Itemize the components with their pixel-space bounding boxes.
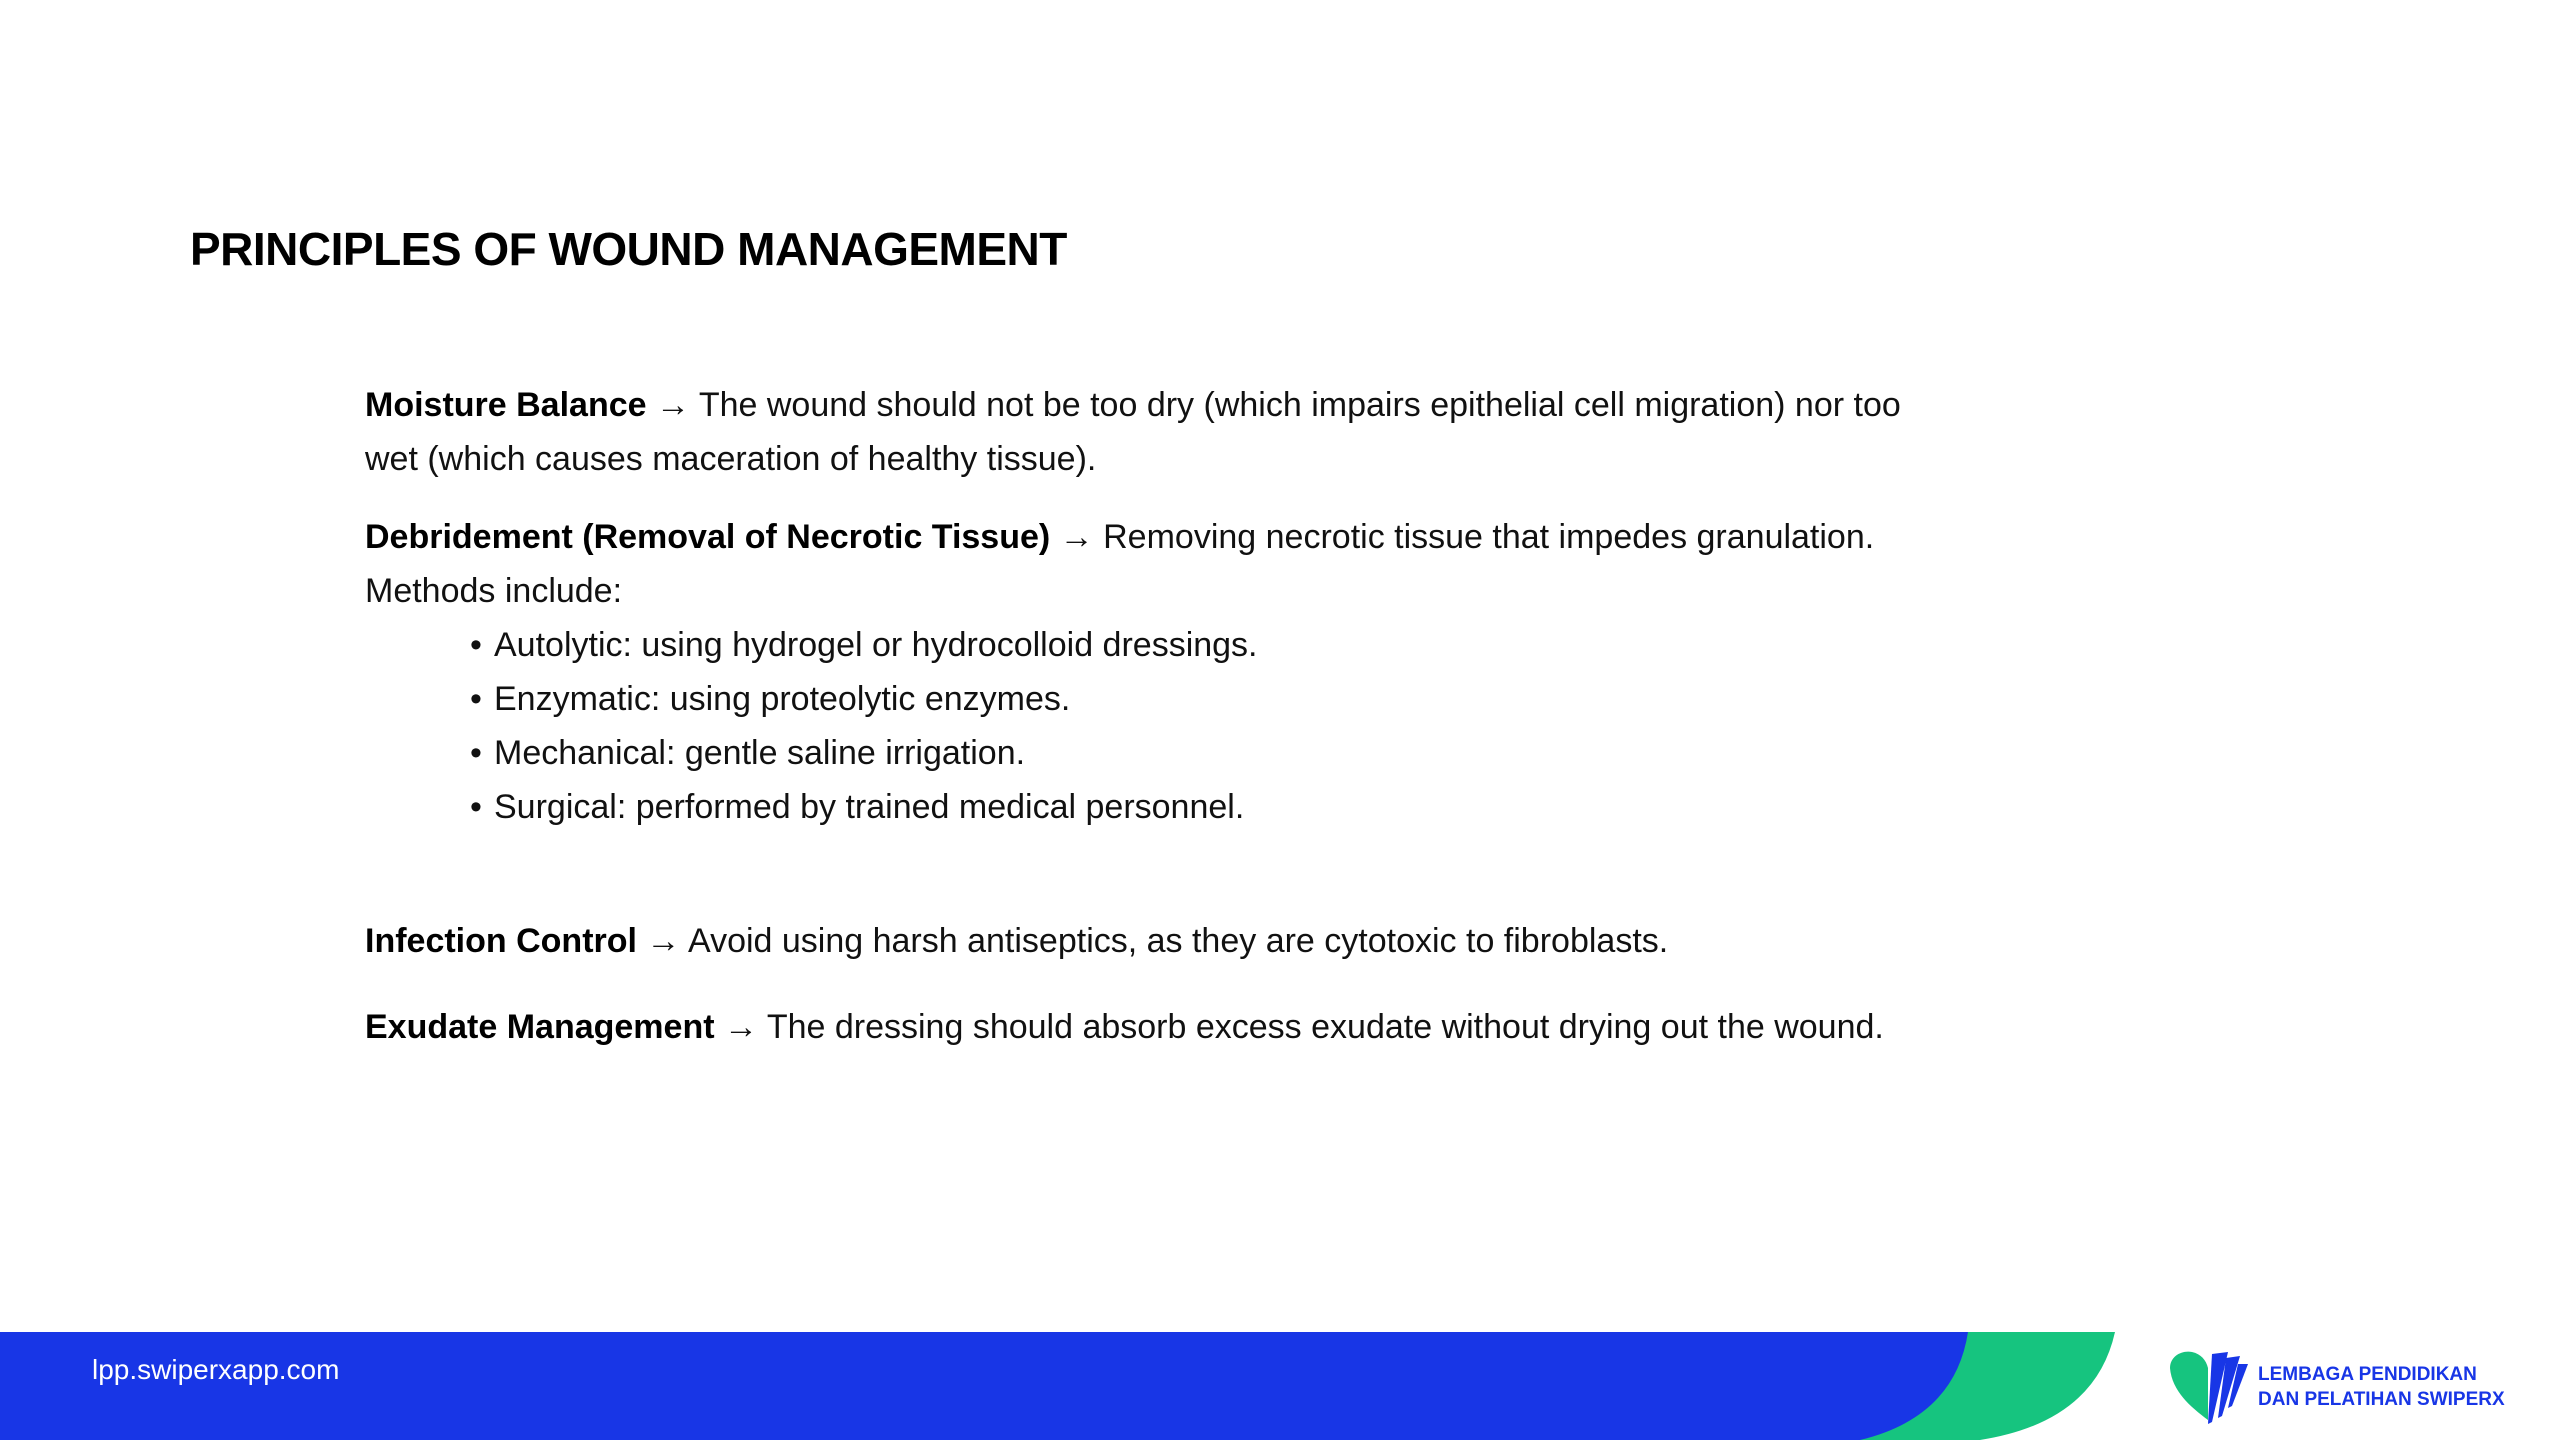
brand-logo-text [2258,1362,2505,1412]
brand-logo-line-1: LEMBAGA PENDIDIKAN [2258,1364,2477,1385]
list-item: • Surgical: performed by trained medical personnel. [470,780,1955,834]
list-item: • Enzymatic: using proteolytic enzymes. [470,672,1955,726]
infection-control-text: Avoid using harsh antiseptics, as they are cytotoxic to fibroblasts. [688,922,1669,960]
list-item: • Autolytic: using hydrogel or hydrocolloid dressings. [470,618,1955,672]
slide-content [365,378,1955,1054]
exudate-management-term: Exudate Management [365,1008,715,1046]
list-item: • Mechanical: gentle saline irrigation. [470,726,1955,780]
footer-url[interactable]: lpp.swiperxapp.com [92,1354,340,1385]
footer-blue-band [0,1332,1968,1440]
exudate-management-text: The dressing should absorb excess exudate without drying out the wound. [766,1008,1884,1046]
infection-control-term: Infection Control [365,922,637,960]
debridement-text: Removing necrotic tissue that impedes granulation. Methods include: [365,518,1875,610]
brand-logo-line-2: DAN PELATIHAN SWIPERX [2258,1389,2505,1410]
brand-logo [2168,1350,2538,1426]
heart-logo-icon [2168,1350,2254,1426]
debridement-methods-list [365,618,1955,834]
exudate-management-paragraph [365,1000,1955,1054]
debridement-paragraph [365,510,1955,618]
infection-control-paragraph [365,914,1955,968]
arrow-glyph: → [646,922,681,960]
page-title: PRINCIPLES OF WOUND MANAGEMENT [190,223,1067,275]
arrow-glyph: → [655,386,690,424]
arrow-glyph: → [1059,518,1094,556]
moisture-balance-term: Moisture Balance [365,386,647,424]
moisture-balance-text: The wound should not be too dry (which impairs epithelial cell migration) nor too wet (which causes maceration of healthy tissue). [365,386,1901,478]
debridement-term: Debridement (Removal of Necrotic Tissue) [365,518,1051,556]
arrow-glyph: → [723,1008,758,1046]
moisture-balance-paragraph [365,378,1955,486]
